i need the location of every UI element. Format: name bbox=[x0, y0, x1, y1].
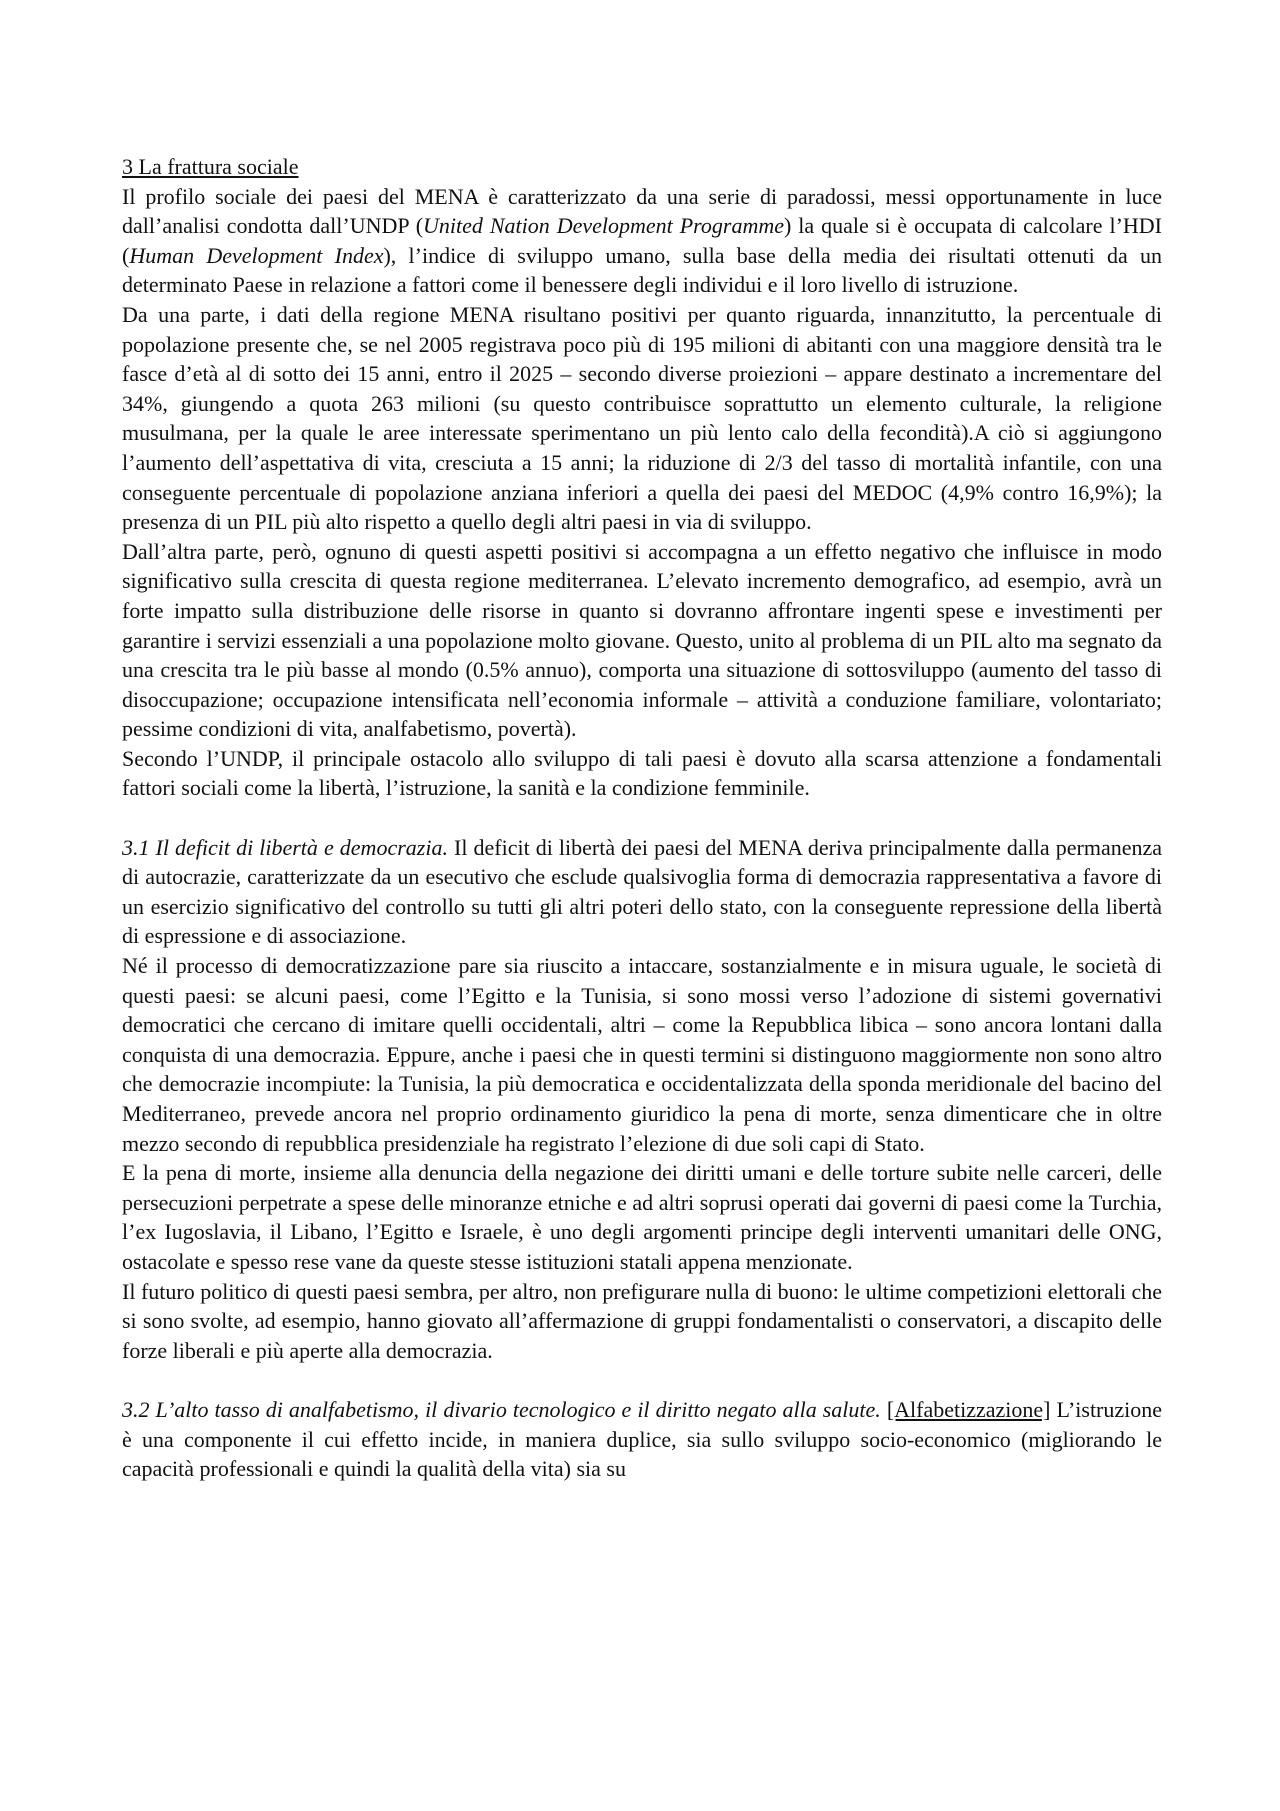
paragraph-gap bbox=[122, 803, 1162, 833]
paragraph-text: Il profilo sociale dei paesi del MENA è caratterizzato da una serie di paradossi, messi opportunamente in luce dall’analisi condotta dall’UNDP ( bbox=[122, 183, 1162, 239]
paragraph-text: Il deficit di libertà dei paesi del MENA deriva principalmente dalla permanenza di autocrazie, caratterizzate da un esecutivo che esclude qualsivoglia forma di democrazia rappresentativa a favore di un esercizio significativo del controllo su tutti gli altri poteri dello stato, con la conseguente repressione della libertà di espressione e di associazione. bbox=[122, 834, 1163, 949]
section-3-2-paragraph-1 bbox=[122, 1395, 1162, 1484]
hdi-full-name: Human Development Index bbox=[129, 242, 384, 268]
alfabetizzazione-subheading: [Alfabetizzazione] bbox=[886, 1396, 1051, 1422]
section-3-paragraph-2: Da una parte, i dati della regione MENA risultano positivi per quanto riguarda, innanzitutto, la percentuale di popolazione presente che, se nel 2005 registrava poco più di 195 milioni di abitanti con una maggiore densità tra le fasce d’età al di sotto dei 15 anni, entro il 2025 – secondo diverse proiezioni – appare destinato a incrementare del 34%, giungendo a quota 263 milioni (su questo contribuisce soprattutto un elemento culturale, la religione musulmana, per la quale le aree interessate sperimentano un più lento calo della fecondità).A ciò si aggiungono l’aumento dell’aspettativa di vita, cresciuta a 15 anni; la riduzione di 2/3 del tasso di mortalità infantile, con una conseguente percentuale di popolazione anziana inferiori a quella dei paesi del MEDOC (4,9% contro 16,9%); la presenza di un PIL più alto rispetto a quello degli altri paesi in via di sviluppo. bbox=[122, 301, 1162, 535]
document-page bbox=[122, 152, 1162, 1484]
section-3-1-paragraph-4: Il futuro politico di questi paesi sembra, per altro, non prefigurare nulla di buono: le ultime competizioni elettorali che si sono svolte, ad esempio, hanno giovato all’affermazione di gruppi fondamentalisti o conservatori, a discapito delle forze liberali e più aperte alla democrazia. bbox=[122, 1278, 1162, 1363]
paragraph-text: ), l’indice di sviluppo umano, sulla base della media dei risultati ottenuti da un determinato Paese in relazione a fattori come il benessere degli individui e il loro livello di istruzione. bbox=[122, 242, 1162, 298]
section-3-heading bbox=[122, 152, 1162, 182]
section-3-2-heading: 3.2 L’alto tasso di analfabetismo, il divario tecnologico e il diritto negato alla salute. bbox=[122, 1396, 881, 1422]
paragraph-gap bbox=[122, 1365, 1162, 1395]
section-3-1-paragraph-2: Né il processo di democratizzazione pare sia riuscito a intaccare, sostanzialmente e in misura uguale, le società di questi paesi: se alcuni paesi, come l’Egitto e la Tunisia, si sono mossi verso l’adozione di sistemi governativi democratici che cercano di imitare quelli occidentali, altri – come la Repubblica libica – sono ancora lontani dalla conquista di una democrazia. Eppure, anche i paesi che in questi termini si distinguono maggiormente non sono altro che democrazie incompiute: la Tunisia, la più democratica e occidentalizzata della sponda meridionale del bacino del Mediterraneo, prevede ancora nel proprio ordinamento giuridico la pena di morte, senza dimenticare che in oltre mezzo secondo di repubblica presidenziale ha registrato l’elezione di due soli capi di Stato. bbox=[122, 953, 1162, 1156]
section-3-paragraph-1 bbox=[122, 182, 1162, 300]
undp-full-name: United Nation Development Programme bbox=[423, 213, 784, 239]
section-3-1-heading: 3.1 Il deficit di libertà e democrazia. bbox=[122, 834, 448, 860]
section-3-paragraph-4: Secondo l’UNDP, il principale ostacolo allo sviluppo di tali paesi è dovuto alla scarsa attenzione a fondamentali fattori sociali come la libertà, l’istruzione, la sanità e la condizione femminile. bbox=[122, 745, 1162, 801]
section-3-paragraph-3: Dall’altra parte, però, ognuno di questi aspetti positivi si accompagna a un effetto negativo che influisce in modo significativo sulla crescita di questa regione mediterranea. L’elevato incremento demografico, ad esempio, avrà un forte impatto sulla distribuzione delle risorse in quanto si dovranno affrontare ingenti spese e investimenti per garantire i servizi essenziali a una popolazione molto giovane. Questo, unito al problema di un PIL alto ma segnato da una crescita tra le più basse al mondo (0.5% annuo), comporta una situazione di sottosviluppo (aumento del tasso di disoccupazione; occupazione intensificata nell’economia informale – attività a conduzione familiare, volontariato; pessime condizioni di vita, analfabetismo, povertà). bbox=[122, 538, 1162, 742]
section-3-1-paragraph-3: E la pena di morte, insieme alla denuncia della negazione dei diritti umani e delle torture subite nelle carceri, delle persecuzioni perpetrate a spese delle minoranze etniche e ad altri soprusi operati dai governi di paesi come la Turchia, l’ex Iugoslavia, il Libano, l’Egitto e Israele, è uno degli argomenti principe degli interventi umanitari delle ONG, ostacolate e spesso rese vane da queste stesse istituzioni statali appena menzionate. bbox=[122, 1160, 1162, 1274]
paragraph-text: ) la quale si è occupata di calcolare l’HDI ( bbox=[122, 213, 1162, 268]
paragraph-text: L’istruzione è una componente il cui effetto incide, in maniera duplice, sia sullo sviluppo socio-economico (migliorando le capacità professionali e quindi la qualità della vita) sia su bbox=[122, 1396, 1163, 1482]
section-3-1-paragraph-1 bbox=[122, 833, 1162, 951]
section-3-title: 3 La frattura sociale bbox=[122, 154, 299, 179]
